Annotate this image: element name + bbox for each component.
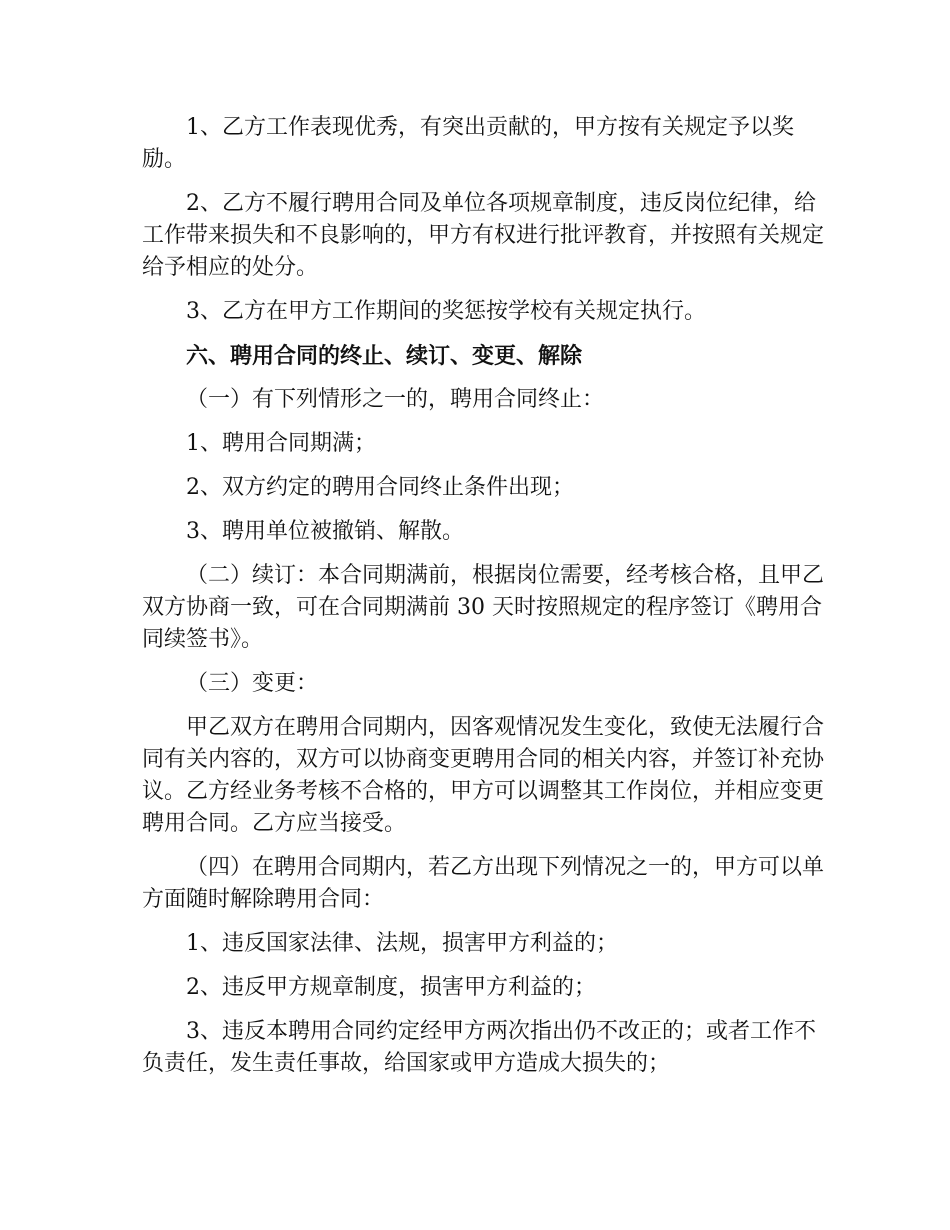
list-item-contract-expiry: 1、聘用合同期满； — [186, 431, 376, 456]
paragraph-termination-intro: （一）有下列情形之一的，聘用合同终止： — [186, 387, 605, 412]
list-item-violate-law: 1、违反国家法律、法规，损害甲方利益的； — [186, 931, 618, 956]
section-heading-termination: 六、聘用合同的终止、续订、变更、解除 — [186, 343, 583, 369]
paragraph-renewal: （二）续订：本合同期满前，根据岗位需要，经考核合格，且甲乙双方协商一致，可在合同期满前 30 天时按照规定的程序签订《聘用合同续签书》。 — [142, 563, 825, 652]
document-page — [142, 112, 828, 1092]
paragraph-change-heading: （三）变更： — [186, 671, 319, 696]
paragraph-discipline: 2、乙方不履行聘用合同及单位各项规章制度，违反岗位纪律，给工作带来损失和不良影响的，甲方有权进行批评教育，并按照有关规定给予相应的处分。 — [142, 191, 825, 280]
paragraph-change-body: 甲乙双方在聘用合同期内，因客观情况发生变化，致使无法履行合同有关内容的，双方可以协商变更聘用合同的相关内容，并签订补充协议。乙方经业务考核不合格的，甲方可以调整其工作岗位，并相应变更聘用合同。乙方应当接受。 — [142, 715, 825, 836]
list-item-violate-rules: 2、违反甲方规章制度，损害甲方利益的； — [186, 975, 596, 1000]
paragraph-rescission-intro: （四）在聘用合同期内，若乙方出现下列情况之一的，甲方可以单方面随时解除聘用合同： — [142, 855, 825, 912]
paragraph-school-rules: 3、乙方在甲方工作期间的奖惩按学校有关规定执行。 — [186, 299, 706, 324]
list-item-termination-condition: 2、双方约定的聘用合同终止条件出现； — [186, 475, 574, 500]
list-item-unit-dissolved: 3、聘用单位被撤销、解散。 — [186, 519, 464, 544]
list-item-violate-contract: 3、违反本聘用合同约定经甲方两次指出仍不改正的；或者工作不负责任，发生责任事故，给国家或甲方造成大损失的； — [142, 1019, 816, 1076]
paragraph-reward: 1、乙方工作表现优秀，有突出贡献的，甲方按有关规定予以奖励。 — [142, 115, 794, 172]
